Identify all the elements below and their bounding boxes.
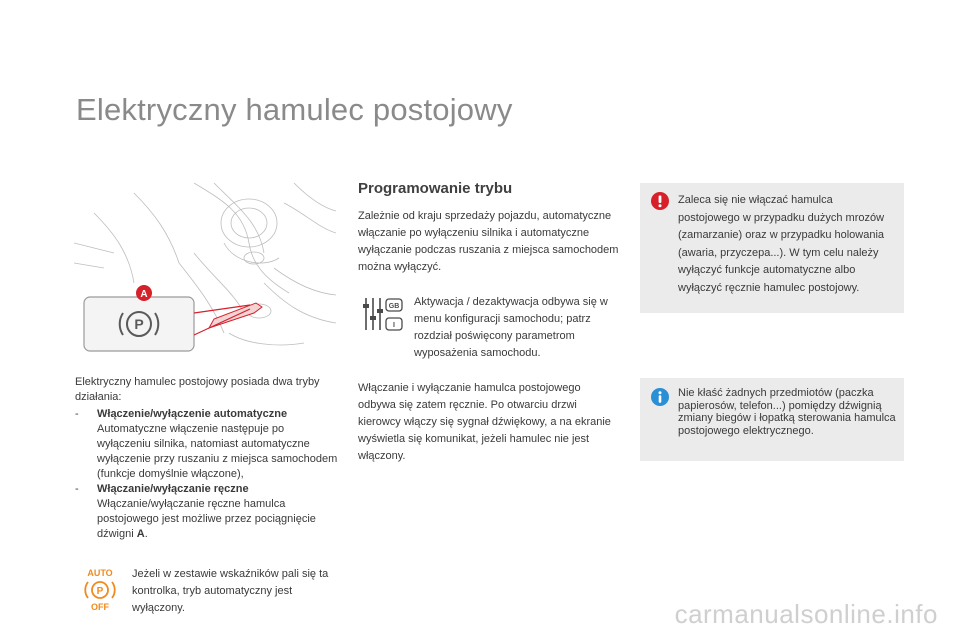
settings-note-text: Aktywacja / dezaktywacja odbywa się w menu konfiguracji samochodu; patrz rozdział poświęcony parametrom wyposażenia samochodu.	[414, 296, 608, 359]
watermark: carmanualsonline.info	[674, 599, 938, 629]
auto-p-off-icon	[80, 566, 120, 612]
intro-paragraph: Elektryczny hamulec postojowy posiada dwa tryby działania:	[75, 376, 320, 403]
info-box	[640, 378, 904, 461]
list-dash: -	[75, 408, 79, 420]
programming-paragraph: Zależnie od kraju sprzedaży pojazdu, automatyczne włączanie po wyłączeniu silnika i automatyczne wyłączanie podczas ruszania z miejsca samochodem można wyłączyć.	[358, 210, 619, 273]
callout-a-label: A	[140, 289, 148, 300]
mode-list	[75, 407, 340, 542]
list-dash: -	[75, 483, 79, 495]
svg-text:P: P	[134, 316, 144, 332]
page-title: Elektryczny hamulec postojowy	[76, 92, 513, 127]
manual-mode-paragraph: Włączanie i wyłączanie hamulca postojowego odbywa się zatem ręcznie. Po otwarciu drzwi kierowcy włączy się sygnał dźwiękowy, a na ekranie wyświetla się komunikat, jeżeli hamulec nie jest włączony.	[358, 382, 611, 462]
lever-reference: A	[136, 528, 145, 540]
i-label: I	[393, 322, 395, 329]
info-text: Nie kłaść żadnych przedmiotów (paczka papierosów, telefon...) pomiędzy dźwignią zmiany biegów i łopatką sterowania hamulca postojowego elektrycznego.	[678, 387, 896, 437]
list-item-body: Włączanie/wyłączanie ręczne hamulca postojowego jest możliwe przez pociągnięcie dźwigni	[97, 498, 316, 540]
list-item-body-end: .	[144, 528, 148, 540]
parking-brake-illustration	[74, 183, 336, 357]
warning-box	[640, 183, 904, 313]
list-item-auto	[75, 407, 340, 482]
warning-text: Zaleca się nie włączać hamulca postojowego w przypadku dużych mrozów (zamarzanie) oraz w przypadku holowania (awaria, przyczepa...). W tym celu należy wyłączyć funkcje automatyczne albo wyłączyć ręcznie hamulec postojowy.	[678, 194, 885, 294]
section-heading: Programowanie trybu	[358, 180, 513, 197]
list-item-heading: Włączanie/wyłączanie ręczne	[97, 483, 249, 495]
settings-gb-icon	[360, 294, 404, 334]
info-icon	[651, 388, 669, 406]
warning-icon	[651, 192, 669, 210]
gb-label: GB	[388, 303, 400, 310]
list-item-heading: Włączenie/wyłączenie automatyczne	[97, 408, 288, 420]
list-item-body: Automatyczne włączenie następuje po wyłączeniu silnika, natomiast automatyczne wyłączenie przy ruszaniu z miejsca samochodem (funkcje domyślnie włączone),	[97, 423, 338, 480]
auto-icon-bottom-label: OFF	[91, 602, 109, 612]
auto-note-text: Jeżeli w zestawie wskaźników pali się ta kontrolka, tryb automatyczny jest wyłączony.	[132, 568, 329, 614]
auto-icon-top-label: AUTO	[87, 568, 113, 578]
list-item-manual	[75, 482, 340, 542]
svg-text:P: P	[96, 586, 104, 597]
